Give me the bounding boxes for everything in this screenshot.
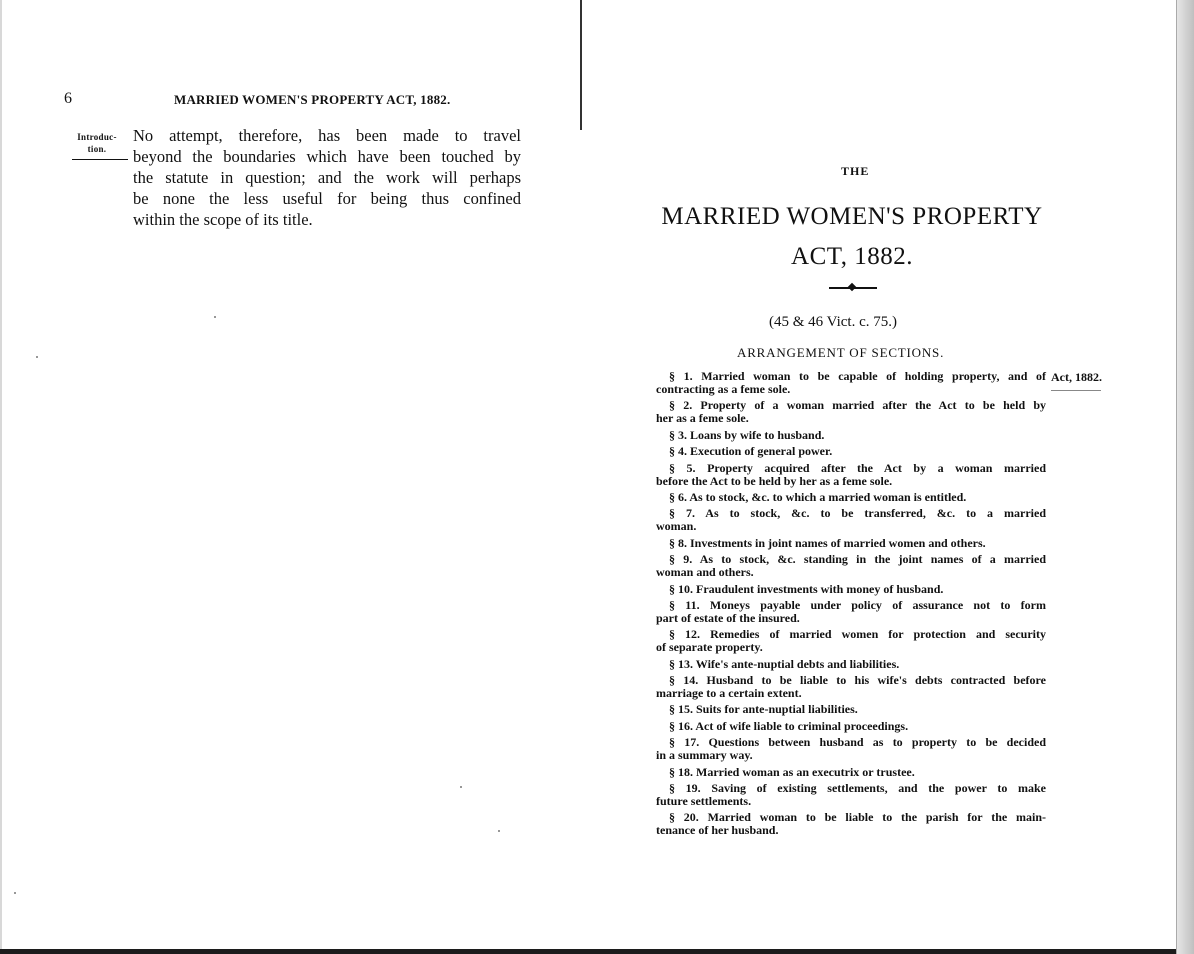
section-continuation: of separate property. bbox=[656, 640, 763, 655]
section-first-line: § 14. Husband to be liable to his wife's debts contracted before bbox=[669, 673, 1046, 688]
list-item bbox=[656, 507, 1046, 533]
list-item bbox=[656, 491, 1046, 504]
scan-speck bbox=[214, 316, 216, 318]
list-item bbox=[656, 553, 1046, 579]
section-first-line: § 20. Married woman to be liable to the parish for the main- bbox=[669, 810, 1046, 825]
list-item bbox=[656, 766, 1046, 779]
sections-list bbox=[656, 370, 1046, 841]
section-first-line: § 12. Remedies of married women for protection and security bbox=[669, 627, 1046, 642]
list-item bbox=[656, 445, 1046, 458]
section-continuation: tenance of her husband. bbox=[656, 823, 779, 838]
list-item bbox=[656, 736, 1046, 762]
ornament-divider bbox=[829, 287, 877, 289]
list-item bbox=[656, 782, 1046, 808]
side-note: Act, 1882. bbox=[1051, 370, 1102, 384]
page-edge bbox=[0, 0, 2, 954]
list-item bbox=[656, 537, 1046, 550]
section-heading: ARRANGEMENT OF SECTIONS. bbox=[737, 345, 945, 360]
scan-speck bbox=[14, 892, 16, 894]
section-first-line: § 1. Married woman to be capable of holding property, and of bbox=[669, 369, 1046, 383]
section-first-line: § 13. Wife's ante-nuptial debts and liabilities. bbox=[669, 656, 900, 671]
side-note-rule bbox=[1051, 390, 1101, 391]
list-item bbox=[656, 583, 1046, 596]
scan-speck bbox=[36, 356, 38, 358]
paragraph-line: be none the less useful for being thus confined bbox=[133, 189, 521, 208]
section-continuation: woman and others. bbox=[656, 565, 754, 580]
section-first-line: § 7. As to stock, &c. to be transferred, &c. to a married bbox=[669, 506, 1046, 521]
list-item bbox=[656, 399, 1046, 425]
section-first-line: § 4. Execution of general power. bbox=[669, 444, 833, 459]
list-item bbox=[656, 674, 1046, 700]
section-first-line: § 15. Suits for ante-nuptial liabilities. bbox=[669, 702, 858, 717]
section-first-line: § 8. Investments in joint names of married women and others. bbox=[669, 535, 986, 550]
title-line: MARRIED WOMEN'S PROPERTY bbox=[661, 203, 1043, 230]
section-first-line: § 3. Loans by wife to husband. bbox=[669, 427, 825, 442]
margin-note bbox=[66, 131, 128, 160]
margin-note-line: Introduc- bbox=[77, 132, 117, 142]
list-item bbox=[656, 658, 1046, 671]
title-line: ACT, 1882. bbox=[791, 243, 913, 270]
section-first-line: § 11. Moneys payable under policy of assurance not to form bbox=[669, 597, 1046, 612]
list-item bbox=[656, 462, 1046, 488]
page-title bbox=[655, 197, 1049, 277]
section-continuation: before the Act to be held by her as a feme sole. bbox=[656, 473, 893, 488]
section-first-line: § 17. Questions between husband as to property to be decided bbox=[669, 735, 1046, 750]
section-first-line: § 10. Fraudulent investments with money of husband. bbox=[669, 581, 944, 596]
list-item bbox=[656, 628, 1046, 654]
scan-speck bbox=[498, 830, 500, 832]
intro-paragraph bbox=[133, 125, 521, 230]
statute-citation: (45 & 46 Vict. c. 75.) bbox=[769, 314, 897, 330]
section-first-line: § 6. As to stock, &c. to which a married woman is entitled. bbox=[669, 489, 967, 504]
list-item bbox=[656, 599, 1046, 625]
list-item bbox=[656, 720, 1046, 733]
section-continuation: contracting as a feme sole. bbox=[656, 382, 791, 396]
scan-speck bbox=[460, 786, 462, 788]
section-first-line: § 5. Property acquired after the Act by a woman married bbox=[669, 460, 1046, 475]
section-first-line: § 18. Married woman as an executrix or trustee. bbox=[669, 764, 915, 779]
section-continuation: woman. bbox=[656, 519, 697, 534]
section-first-line: § 19. Saving of existing settlements, and the power to make bbox=[669, 781, 1046, 796]
section-continuation: in a summary way. bbox=[656, 748, 753, 763]
title-prefix: THE bbox=[841, 164, 870, 178]
section-first-line: § 2. Property of a woman married after the Act to be held by bbox=[669, 398, 1046, 413]
paragraph-line: within the scope of its title. bbox=[133, 210, 313, 229]
vertical-scrollbar[interactable] bbox=[1176, 0, 1194, 954]
section-continuation: part of estate of the insured. bbox=[656, 610, 800, 625]
section-first-line: § 16. Act of wife liable to criminal proceedings. bbox=[669, 718, 909, 733]
page-bottom-edge bbox=[0, 949, 1176, 954]
margin-note-rule bbox=[72, 159, 128, 160]
gutter-line bbox=[580, 0, 582, 130]
section-first-line: § 9. As to stock, &c. standing in the joint names of a married bbox=[669, 552, 1046, 567]
margin-note-line: tion. bbox=[87, 144, 107, 154]
section-continuation: future settlements. bbox=[656, 794, 752, 809]
list-item bbox=[656, 703, 1046, 716]
section-continuation: marriage to a certain extent. bbox=[656, 686, 802, 701]
page-number: 6 bbox=[64, 90, 72, 107]
paragraph-line: the statute in question; and the work will perhaps bbox=[133, 168, 521, 187]
paragraph-line: beyond the boundaries which have been touched by bbox=[133, 147, 521, 166]
list-item bbox=[656, 811, 1046, 837]
paragraph-line: No attempt, therefore, has been made to travel bbox=[133, 126, 521, 145]
list-item bbox=[656, 370, 1046, 396]
section-continuation: her as a feme sole. bbox=[656, 411, 749, 426]
list-item bbox=[656, 429, 1046, 442]
running-head: MARRIED WOMEN'S PROPERTY ACT, 1882. bbox=[174, 92, 451, 107]
